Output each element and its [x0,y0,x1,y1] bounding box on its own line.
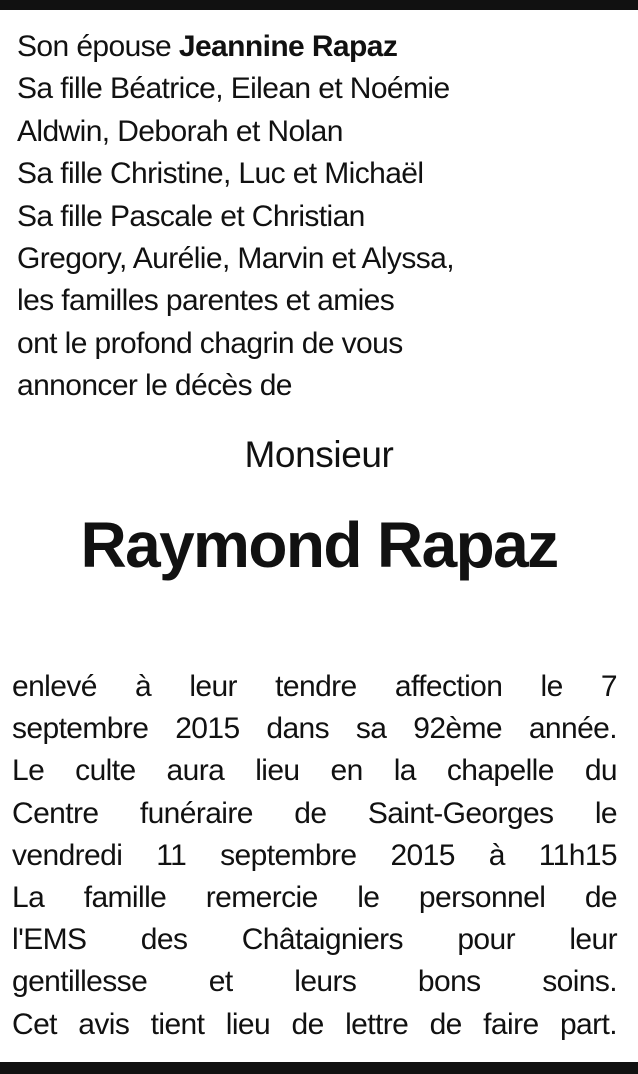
intro-line: Aldwin, Deborah et Nolan [17,114,343,148]
intro-line: Gregory, Aurélie, Marvin et Alyssa, [17,242,454,276]
intro-line: Sa fille Pascale et Christian [17,199,365,233]
spouse-prefix: Son épouse [17,30,179,63]
funeral-details [12,666,617,1046]
details-line: enlevé à leur tendre affection le 7 [12,670,617,703]
intro-line: ont le profond chagrin de vous [17,326,403,360]
intro-line-spouse [17,26,627,68]
deceased-honorific: Monsieur [244,434,394,475]
details-line: Centre funéraire de Saint-Georges le [12,796,617,830]
details-line: La famille remercie le personnel de [12,881,617,915]
top-border-rule [0,0,638,10]
deceased-name: Raymond Rapaz [80,509,558,581]
details-line: gentillesse et leurs bons soins. [12,965,617,999]
details-line: l'EMS des Châtaigniers pour leur [12,923,617,957]
intro-line: Sa fille Christine, Luc et Michaël [17,157,424,191]
details-line: septembre 2015 dans sa 92ème année. [12,712,617,746]
intro-line: annoncer le décès de [17,369,292,403]
intro-line: les familles parentes et amies [17,284,395,318]
intro-line: Sa fille Béatrice, Eilean et Noémie [17,72,450,106]
details-line: Le culte aura lieu en la chapelle du [12,754,617,788]
details-line: vendredi 11 septembre 2015 à 11h15 [12,838,617,872]
spouse-name: Jeannine Rapaz [178,30,398,63]
bottom-border-rule [0,1062,638,1074]
details-line: Cet avis tient lieu de lettre de faire part. [12,1007,617,1041]
family-announcement [17,26,627,408]
